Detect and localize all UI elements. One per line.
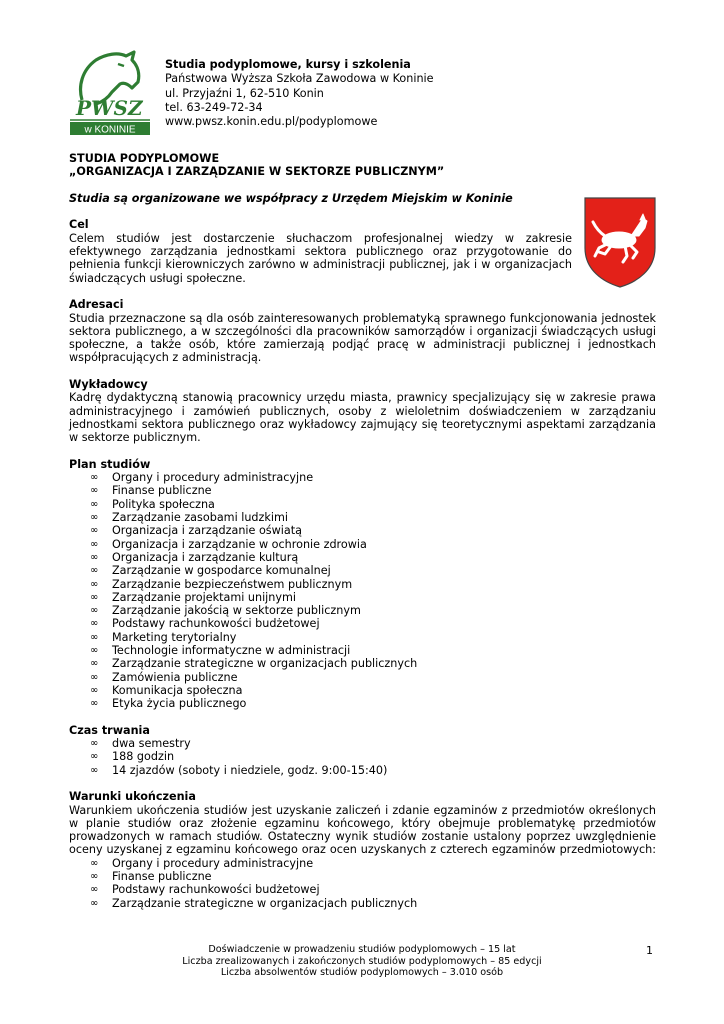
list-item: ∞ Zarządzanie zasobami ludzkimi (90, 511, 656, 524)
paragraph-line: efektywnego zarządzania jednostkami sektora publicznego oraz przygotowanie do (69, 245, 572, 259)
footer-line: Liczba zrealizowanych i zakończonych studiów podyplomowych – 85 edycji (182, 955, 542, 967)
list-item: ∞ Polityka społeczna (90, 498, 656, 511)
paragraph-line: Warunkiem ukończenia studiów jest uzyskanie zaliczeń i zdanie egzaminów z przedmiotów określonych (69, 803, 656, 817)
section-heading-warunki: Warunki ukończenia (69, 790, 196, 804)
list-item: ∞ 14 zjazdów (soboty i niedziele, godz. 9:00-15:40) (90, 764, 656, 777)
section-heading-cel: Cel (69, 218, 89, 232)
list-item: ∞ Podstawy rachunkowości budżetowej (90, 883, 656, 896)
czas-list (69, 737, 656, 777)
plan-list (69, 471, 656, 710)
list-item: ∞ Organizacja i zarządzanie w ochronie zdrowia (90, 538, 656, 551)
list-item: ∞ Finanse publiczne (90, 870, 656, 883)
list-item: ∞ Zarządzanie projektami unijnymi (90, 591, 656, 604)
paragraph-line: Celem studiów jest dostarczenie słuchaczom profesjonalnej wiedzy w zakresie (69, 231, 572, 245)
list-item: ∞ Marketing terytorialny (90, 631, 656, 644)
list-item: ∞ dwa semestry (90, 737, 656, 750)
footer-line: Liczba absolwentów studiów podyplomowych – 3.010 osób (220, 967, 504, 979)
list-item: ∞ Finanse publiczne (90, 484, 656, 497)
list-item: ∞ Zarządzanie jakością w sektorze publicznym (90, 604, 656, 617)
list-item: ∞ Zarządzanie bezpieczeństwem publicznym (90, 578, 656, 591)
header-institution: Państwowa Wyższa Szkoła Zawodowa w Koninie (165, 72, 434, 86)
list-item: ∞ Technologie informatyczne w administracji (90, 644, 656, 657)
list-item: ∞ Organy i procedury administracyjne (90, 857, 656, 870)
paragraph-line: prowadzonych w ramach studiów. Ostateczny wynik studiów zostanie ustalony poprzez uwzględnienie (69, 830, 656, 844)
warunki-list (69, 857, 656, 910)
paragraph-line: Studia przeznaczone są dla osób zainteresowanych problematyką sprawnego funkcjonowania jednostek (69, 311, 656, 325)
list-item: ∞ 188 godzin (90, 750, 656, 763)
paragraph-adresaci (69, 312, 656, 365)
paragraph-line: pełnienia funkcji kierowniczych zarówno w administracji publicznej, jak i w organizacjach (69, 258, 572, 272)
header-phone: tel. 63-249-72-34 (165, 100, 263, 114)
doc-title-2: „ORGANIZACJA I ZARZĄDZANIE W SEKTORZE PUBLICZNYM” (69, 165, 445, 179)
header-address: ul. Przyjaźni 1, 62-510 Konin (165, 86, 324, 100)
paragraph-line: w sektorze publicznym. (69, 431, 201, 445)
doc-subtitle: Studia są organizowane we współpracy z Urzędem Miejskim w Koninie (69, 191, 513, 205)
list-item: ∞ Organizacja i zarządzanie kulturą (90, 551, 656, 564)
header-website[interactable]: www.pwsz.konin.edu.pl/podyplomowe (165, 115, 378, 129)
section-heading-plan: Plan studiów (69, 457, 151, 471)
section-heading-czas: Czas trwania (69, 723, 150, 737)
list-item: ∞ Etyka życia publicznego (90, 697, 656, 710)
header-title: Studia podyplomowe, kursy i szkolenia (165, 58, 411, 71)
pwsz-logo (68, 48, 152, 136)
paragraph-line: jednostkami sektora publicznego oraz wykładowcy zajmujący się teoretycznymi aspektami zarządzania (69, 417, 656, 431)
paragraph-line: Kadrę dydaktyczną stanowią pracownicy urzędu miasta, prawnicy specjalizujący się w zakresie prawa (69, 391, 656, 405)
institution-header (165, 58, 434, 129)
list-item: ∞ Organizacja i zarządzanie oświatą (90, 524, 656, 537)
list-item: ∞ Zarządzanie w gospodarce komunalnej (90, 564, 656, 577)
paragraph-line: oceny uzyskanej z egzaminu końcowego oraz ocen uzyskanych z czterech egzaminów przedmiotowych: (69, 843, 656, 857)
list-item: ∞ Organy i procedury administracyjne (90, 471, 656, 484)
doc-title-1: STUDIA PODYPLOMOWE (69, 152, 220, 165)
list-item: ∞ Zarządzanie strategiczne w organizacjach publicznych (90, 897, 656, 910)
page-footer (0, 944, 724, 979)
paragraph-line: administracyjnego i zamówień publicznych, osoby z wieloletnim doświadczeniem w zarządzaniu (69, 404, 656, 418)
paragraph-line: współpracujących z administracją. (69, 351, 262, 365)
list-item: ∞ Zamówienia publiczne (90, 671, 656, 684)
section-heading-adresaci: Adresaci (69, 298, 124, 312)
paragraph-line: sektora publicznego, a w szczególności dla pracowników samorządów i organizacji świadczących usługi (69, 324, 656, 338)
paragraph-line: świadczących usługi społeczne. (69, 271, 246, 285)
list-item: ∞ Podstawy rachunkowości budżetowej (90, 617, 656, 630)
list-item: ∞ Zarządzanie strategiczne w organizacjach publicznych (90, 657, 656, 670)
paragraph-cel (69, 232, 572, 285)
logo-subtext: w KONINIE (84, 124, 136, 136)
section-heading-wykladowcy: Wykładowcy (69, 378, 148, 392)
paragraph-wykladowcy (69, 391, 656, 444)
paragraph-warunki (69, 804, 656, 857)
document-body (69, 152, 656, 910)
paragraph-line: w planie studiów oraz złożenie egzaminu końcowego, który obejmuje problematykę przedmiotów (69, 816, 656, 830)
list-item: ∞ Komunikacja społeczna (90, 684, 656, 697)
footer-line: Doświadczenie w prowadzeniu studiów podyplomowych – 15 lat (208, 944, 516, 955)
page-number: 1 (646, 944, 653, 957)
logo-text: PWSZ (76, 96, 143, 120)
paragraph-line: społeczne, a także osób, które zamierzają podjąć pracę w administracji publicznej i jednostkach (69, 338, 656, 352)
